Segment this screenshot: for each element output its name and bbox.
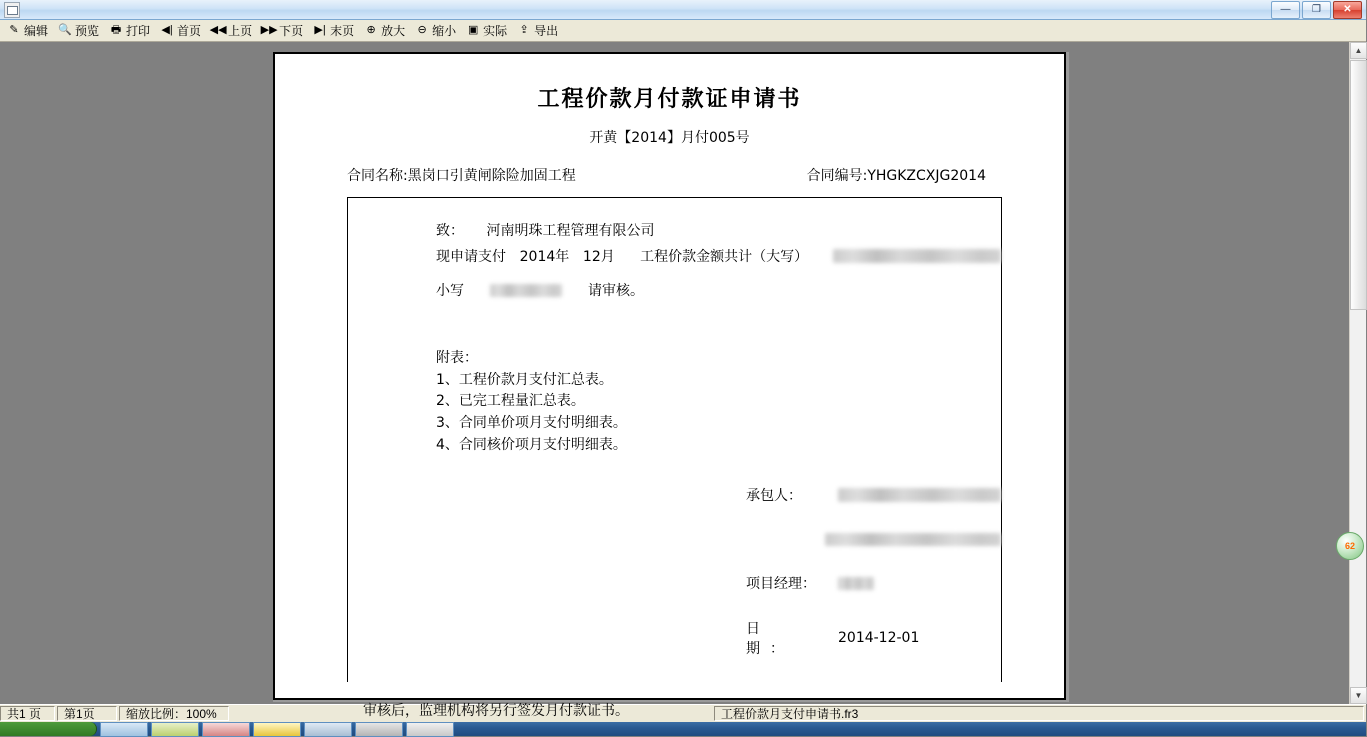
window-titlebar (0, 0, 1366, 20)
payment-amount-redacted (833, 249, 1001, 263)
date-label: 日 期： (746, 621, 818, 658)
toolbar-label-first-page: 首页 (177, 24, 202, 38)
toolbar-label-zoom-in: 放大 (381, 24, 406, 38)
toolbar-label-export: 导出 (534, 24, 559, 38)
status-zoom: 缩放比例：100% (119, 706, 229, 721)
lower-amount-line (348, 280, 1001, 300)
start-button[interactable] (0, 722, 97, 736)
payment-year: 2014年 (519, 249, 570, 265)
prev-page-icon: ◀◀ (209, 24, 227, 36)
zoom-out-icon: ⊖ (417, 24, 427, 36)
footer-note: 审核后，监理机构将另行签发月付款证书。 (363, 703, 629, 720)
attachment-item-2: 2、已完工程量汇总表。 (436, 393, 585, 410)
toolbar-button-export[interactable] (512, 21, 563, 41)
date-value: 2014-12-01 (838, 630, 920, 647)
printer-icon: 🖶 (110, 24, 122, 36)
scroll-up-button[interactable] (1350, 42, 1367, 59)
maximize-button[interactable] (1302, 1, 1331, 19)
toolbar-label-actual-size: 实际 (483, 24, 508, 38)
maximize-icon: ❐ (1312, 3, 1321, 15)
chevron-up-icon: ▲ (1354, 46, 1363, 55)
scrollbar-thumb[interactable] (1350, 60, 1367, 310)
toolbar-button-preview[interactable] (53, 21, 104, 41)
edit-icon: ✎ (9, 24, 19, 36)
project-manager-row (746, 572, 1001, 594)
search-icon: 🔍 (58, 24, 72, 36)
last-page-icon: ▶| (314, 24, 326, 36)
project-manager-redacted (838, 577, 874, 590)
contract-number: 合同编号:YHGKZCXJG2014 (806, 168, 986, 184)
floating-badge-text: 62 (1344, 541, 1355, 551)
floating-badge[interactable] (1336, 532, 1364, 560)
contractor-row-2 (746, 528, 1001, 550)
taskbar-item-2[interactable] (151, 722, 199, 737)
close-icon: ✕ (1343, 3, 1352, 15)
taskbar-item-3[interactable] (202, 722, 250, 737)
status-total-pages: 共1 页 (0, 706, 55, 721)
toolbar-button-next-page[interactable] (257, 21, 308, 41)
signature-block (348, 484, 1001, 658)
recipient-value: 河南明珠工程管理有限公司 (486, 223, 655, 239)
status-current-page: 第1页 (57, 706, 117, 721)
toolbar-button-zoom-in[interactable] (359, 21, 410, 41)
document-body-box (347, 197, 1002, 682)
zoom-in-icon: ⊕ (366, 24, 376, 36)
payment-request-line (348, 246, 1001, 266)
export-icon: ⇪ (519, 24, 529, 36)
contractor-label: 承包人： (746, 488, 802, 505)
toolbar-button-edit[interactable] (2, 21, 53, 41)
payment-amount-label: 工程价款金额共计（大写） (640, 249, 809, 265)
attachment-header: 附表： (436, 350, 478, 366)
lower-amount-label: 小写 (436, 283, 464, 299)
status-file-name: 工程价款月支付申请书.fr3 (714, 706, 1364, 721)
close-button[interactable] (1333, 1, 1362, 19)
document-title: 工程价款月付款证申请书 (537, 86, 802, 112)
next-page-icon: ▶▶ (260, 24, 278, 36)
toolbar-button-actual-size[interactable] (461, 21, 512, 41)
toolbar-button-prev-page[interactable] (206, 21, 257, 41)
toolbar-button-print[interactable] (104, 21, 155, 41)
first-page-icon: ◀| (161, 24, 173, 36)
payment-prefix: 现申请支付 (436, 249, 506, 265)
lower-amount-redacted (490, 284, 562, 297)
toolbar (0, 20, 1366, 42)
toolbar-label-edit: 编辑 (24, 24, 49, 38)
toolbar-button-zoom-out[interactable] (410, 21, 461, 41)
contractor-value-redacted (838, 488, 1001, 502)
recipient-line (348, 220, 1001, 240)
review-text: 请审核。 (588, 283, 644, 299)
chevron-down-icon: ▼ (1354, 691, 1363, 700)
toolbar-label-last-page: 末页 (330, 24, 355, 38)
document-content (275, 82, 1064, 726)
attachment-item-4: 4、合同核价项月支付明细表。 (436, 436, 627, 453)
app-icon (4, 2, 20, 18)
contract-info-row (275, 165, 1064, 185)
contractor-row (746, 484, 1001, 506)
actual-size-icon: ▣ (467, 24, 479, 36)
contract-name: 合同名称:黑岗口引黄闸除险加固工程 (347, 168, 576, 184)
toolbar-label-preview: 预览 (75, 24, 100, 38)
toolbar-label-prev-page: 上页 (228, 24, 253, 38)
toolbar-label-zoom-out: 缩小 (432, 24, 457, 38)
taskbar-item-1[interactable] (100, 722, 148, 737)
minimize-button[interactable] (1271, 1, 1300, 19)
document-subtitle: 开黄【2014】月付005号 (589, 130, 750, 146)
attachment-list (348, 348, 1001, 456)
toolbar-button-first-page[interactable] (155, 21, 206, 41)
toolbar-button-last-page[interactable] (308, 21, 359, 41)
minimize-icon: — (1280, 3, 1291, 15)
date-row (746, 618, 1001, 658)
vertical-scrollbar[interactable] (1349, 42, 1366, 704)
toolbar-label-print: 打印 (126, 24, 151, 38)
attachment-item-1: 1、工程价款月支付汇总表。 (436, 371, 613, 388)
payment-month: 12月 (582, 249, 615, 265)
recipient-label: 致： (436, 223, 464, 239)
contractor-value2-redacted (825, 533, 1001, 546)
project-manager-label: 项目经理： (746, 576, 816, 593)
scroll-down-button[interactable] (1350, 687, 1367, 704)
attachment-item-3: 3、合同单价项月支付明细表。 (436, 415, 627, 432)
window-controls (1271, 1, 1362, 19)
toolbar-label-next-page: 下页 (279, 24, 304, 38)
